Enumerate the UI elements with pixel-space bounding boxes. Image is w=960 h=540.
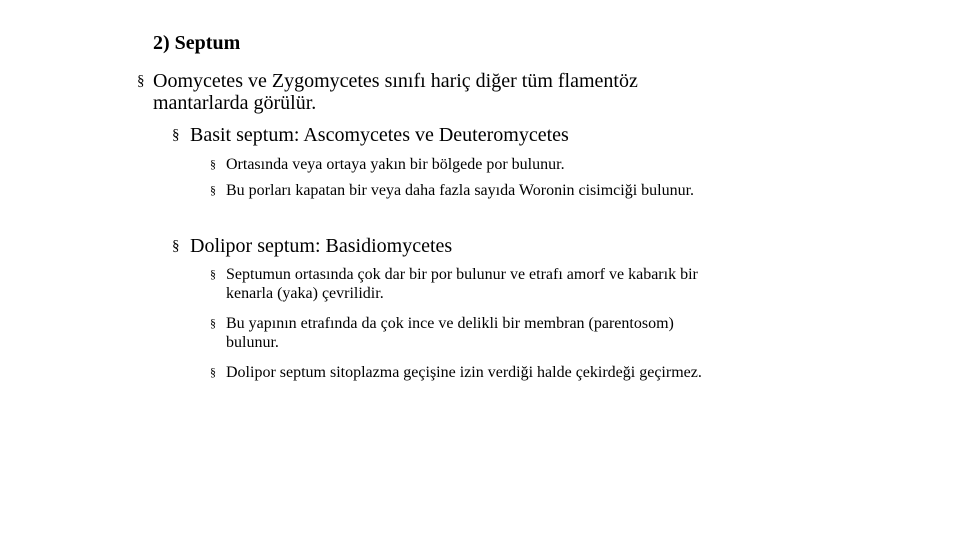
bullet-dolipor-sub3 [210, 363, 702, 382]
bullet-basit-sub1-text: Ortasında veya ortaya yakın bir bölgede por bulunur. [226, 156, 565, 173]
bullet-intro-line2: mantarlarda görülür. [153, 92, 317, 114]
bullet-marker: § [210, 157, 216, 171]
bullet-basit-septum [172, 123, 569, 147]
bullet-dolipor-sub2-line1: Bu yapının etrafında da çok ince ve delikli bir membran (parentosom) [226, 315, 674, 332]
bullet-marker: § [210, 183, 216, 197]
bullet-dolipor-sub3-text: Dolipor septum sitoplazma geçişine izin verdiği halde çekirdeği geçirmez. [226, 364, 702, 381]
bullet-marker: § [137, 73, 145, 89]
bullet-marker: § [210, 267, 216, 281]
bullet-marker: § [172, 127, 180, 143]
bullet-dolipor-sub2 [210, 314, 674, 352]
slide-title: 2) Septum [153, 32, 241, 54]
bullet-intro [137, 70, 638, 114]
bullet-basit-sub2 [210, 181, 694, 200]
bullet-basit-sub2-text: Bu porları kapatan bir veya daha fazla sayıda Woronin cisimciği bulunur. [226, 182, 695, 199]
bullet-marker: § [172, 238, 180, 254]
bullet-dolipor-septum-heading: Dolipor septum: Basidiomycetes [190, 235, 453, 257]
bullet-marker: § [210, 316, 216, 330]
bullet-dolipor-sub1-line1: Septumun ortasında çok dar bir por bulunur ve etrafı amorf ve kabarık bir [226, 266, 698, 283]
bullet-marker: § [210, 365, 216, 379]
bullet-intro-line1: Oomycetes ve Zygomycetes sınıfı hariç diğer tüm flamentöz [153, 70, 638, 92]
bullet-dolipor-sub1 [210, 265, 698, 303]
bullet-dolipor-sub1-line2: kenarla (yaka) çevrilidir. [226, 285, 384, 302]
bullet-basit-sub1 [210, 155, 565, 174]
bullet-dolipor-sub2-line2: bulunur. [226, 334, 279, 351]
bullet-basit-septum-heading: Basit septum: Ascomycetes ve Deuteromycetes [190, 124, 569, 146]
bullet-dolipor-septum [172, 234, 452, 258]
